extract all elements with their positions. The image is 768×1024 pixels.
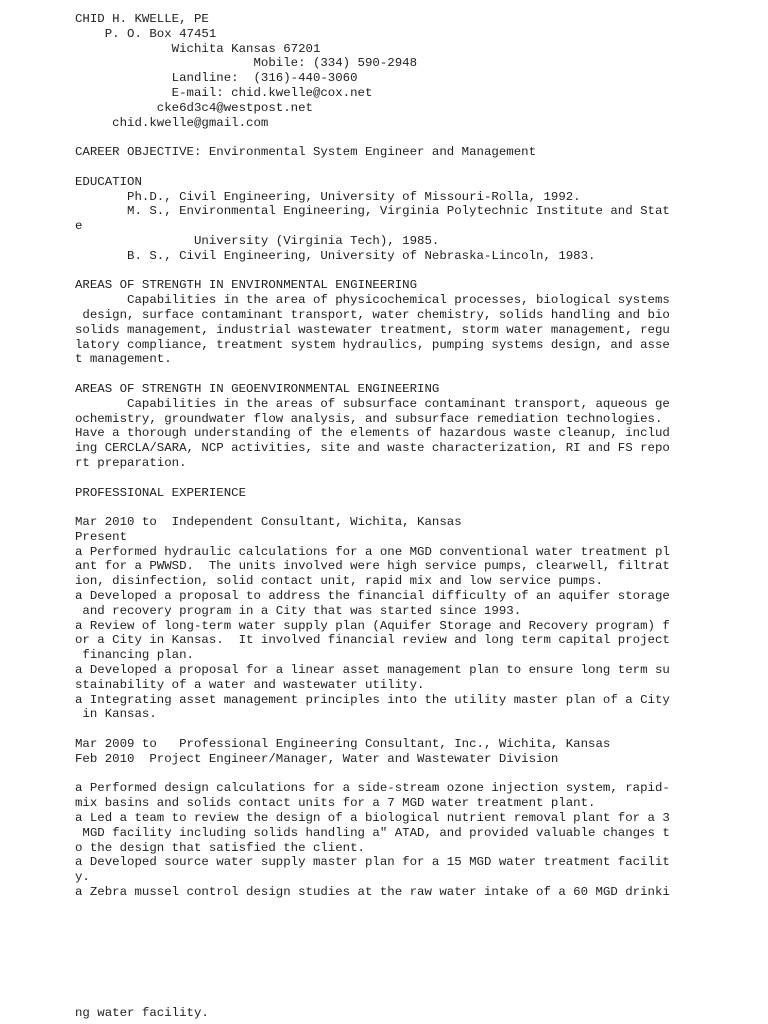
resume-line: Capabilities in the area of physicochemical processes, biological systems — [75, 293, 670, 308]
resume-line: solids management, industrial wastewater treatment, storm water management, regu — [75, 322, 670, 337]
resume-line: Have a thorough understanding of the elements of hazardous waste cleanup, includ — [75, 426, 670, 441]
resume-line: financing plan. — [75, 648, 194, 663]
resume-line: cke6d3c4@westpost.net — [75, 100, 313, 115]
resume-line: t management. — [75, 352, 172, 367]
resume-line — [75, 722, 715, 737]
resume-line-tail: ng water facility. — [75, 1006, 209, 1020]
resume-line: PROFESSIONAL EXPERIENCE — [75, 485, 247, 500]
resume-line: stainability of a water and wastewater utility. — [75, 677, 425, 692]
resume-line: a Developed a proposal to address the financial difficulty of an aquifer storage — [75, 589, 670, 604]
resume-line: Ph.D., Civil Engineering, University of Missouri-Rolla, 1992. — [75, 189, 581, 204]
resume-line: ing CERCLA/SARA, NCP activities, site and waste characterization, RI and FS repo — [75, 441, 670, 456]
resume-line: a Performed design calculations for a side-stream ozone injection system, rapid- — [75, 781, 670, 796]
resume-line: AREAS OF STRENGTH IN ENVIRONMENTAL ENGINEERING — [75, 278, 418, 293]
resume-line: MGD facility including solids handling a" ATAD, and provided valuable changes t — [75, 825, 670, 840]
resume-line: mix basins and solids contact units for a 7 MGD water treatment plant. — [75, 796, 596, 811]
resume-line: e — [75, 219, 83, 234]
resume-line: in Kansas. — [75, 707, 157, 722]
resume-line: Mar 2009 to Professional Engineering Consultant, Inc., Wichita, Kansas — [75, 737, 611, 752]
resume-line: ochemistry, groundwater flow analysis, and subsurface remediation technologies. — [75, 411, 663, 426]
resume-line — [75, 367, 715, 382]
resume-line: latory compliance, treatment system hydraulics, pumping systems design, and asse — [75, 337, 670, 352]
resume-document — [75, 12, 715, 900]
resume-line — [75, 767, 715, 782]
resume-line: and recovery program in a City that was started since 1993. — [75, 603, 522, 618]
resume-line — [75, 500, 715, 515]
resume-line: a Integrating asset management principles into the utility master plan of a City — [75, 692, 670, 707]
resume-line: Landline: (316)-440-3060 — [75, 71, 358, 86]
resume-line: EDUCATION — [75, 174, 142, 189]
resume-line: ant for a PWWSD. The units involved were high service pumps, clearwell, filtrat — [75, 559, 670, 574]
resume-line: a Performed hydraulic calculations for a one MGD conventional water treatment pl — [75, 544, 670, 559]
resume-line: a Developed source water supply master plan for a 15 MGD water treatment facilit — [75, 855, 670, 870]
resume-line: M. S., Environmental Engineering, Virginia Polytechnic Institute and Stat — [75, 204, 670, 219]
resume-line: E-mail: chid.kwelle@cox.net — [75, 85, 373, 100]
resume-line: Wichita Kansas 67201 — [75, 41, 321, 56]
resume-line: Mobile: (334) 590-2948 — [75, 56, 418, 71]
resume-line: o the design that satisfied the client. — [75, 840, 365, 855]
resume-line: CAREER OBJECTIVE: Environmental System Engineer and Management — [75, 145, 537, 160]
resume-line: Capabilities in the areas of subsurface contaminant transport, aqueous ge — [75, 396, 670, 411]
resume-page-tail — [75, 1006, 715, 1021]
resume-line: design, surface contaminant transport, water chemistry, solids handling and bio — [75, 307, 670, 322]
resume-line: ion, disinfection, solid contact unit, rapid mix and low service pumps. — [75, 574, 603, 589]
resume-line: a Developed a proposal for a linear asset management plan to ensure long term su — [75, 663, 670, 678]
resume-line: B. S., Civil Engineering, University of Nebraska-Lincoln, 1983. — [75, 248, 596, 263]
resume-line: a Review of long-term water supply plan (Aquifer Storage and Recovery program) f — [75, 618, 670, 633]
resume-line: CHID H. KWELLE, PE — [75, 12, 209, 26]
resume-line: a Zebra mussel control design studies at the raw water intake of a 60 MGD drinki — [75, 885, 670, 900]
resume-line: University (Virginia Tech), 1985. — [75, 233, 440, 248]
resume-line: or a City in Kansas. It involved financial review and long term capital project — [75, 633, 670, 648]
resume-line: P. O. Box 47451 — [75, 26, 217, 41]
resume-line: a Led a team to review the design of a biological nutrient removal plant for a 3 — [75, 811, 670, 826]
resume-line — [75, 160, 715, 175]
resume-line: Feb 2010 Project Engineer/Manager, Water and Wastewater Division — [75, 751, 559, 766]
resume-line: chid.kwelle@gmail.com — [75, 115, 269, 130]
resume-line — [75, 130, 715, 145]
resume-line: AREAS OF STRENGTH IN GEOENVIRONMENTAL ENGINEERING — [75, 381, 440, 396]
resume-line: y. — [75, 870, 90, 885]
resume-line: rt preparation. — [75, 455, 187, 470]
resume-line — [75, 471, 715, 486]
resume-line — [75, 264, 715, 279]
resume-line: Mar 2010 to Independent Consultant, Wichita, Kansas — [75, 515, 462, 530]
resume-line: Present — [75, 529, 128, 544]
